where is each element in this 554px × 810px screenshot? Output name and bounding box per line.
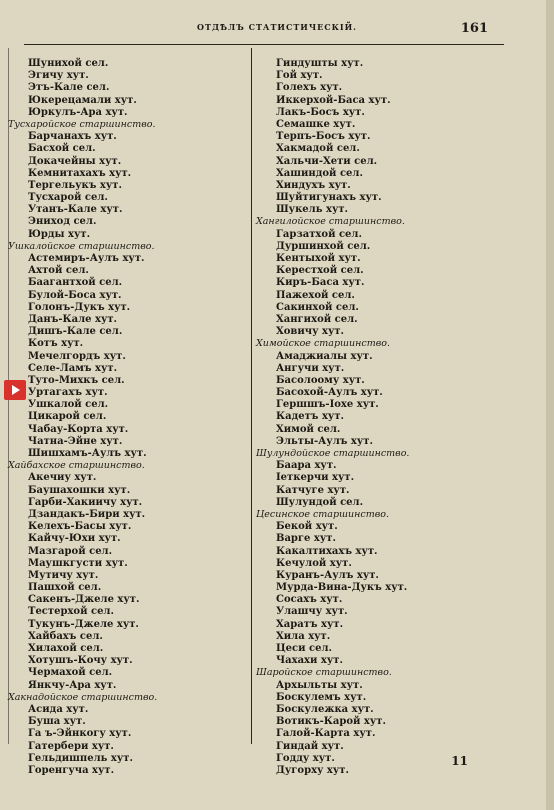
- place-entry: Сосахъ хут.: [276, 594, 343, 606]
- place-entry: Дугорху хут.: [276, 764, 349, 776]
- place-entry: Кемнитахахъ хут.: [28, 167, 132, 179]
- place-entry: Данъ-Кале хут.: [28, 313, 118, 325]
- place-entry: Шукель хут.: [276, 204, 349, 216]
- place-entry: Чермахой сел.: [28, 667, 113, 679]
- place-entry: Хакмадой сел.: [276, 143, 360, 155]
- place-entry: Юркулъ-Ара хут.: [28, 106, 128, 118]
- place-entry: Кентыхой хут.: [276, 253, 361, 264]
- place-entry: Хангихой сел.: [276, 313, 358, 325]
- place-entry: Куранъ-Аулъ хут.: [276, 569, 379, 581]
- place-entry: Баара хут.: [276, 460, 337, 472]
- place-entry: Хашиндой сел.: [276, 167, 363, 179]
- place-entry: Чахахи хут.: [276, 655, 343, 667]
- place-entry: Эниход сел.: [28, 216, 97, 228]
- place-entry: Мутичу хут.: [28, 569, 99, 581]
- header-rule: [24, 44, 504, 45]
- place-entry: Амаджиалы хут.: [276, 350, 373, 362]
- place-entry: Акечиу хут.: [28, 472, 97, 484]
- place-entry: Голонъ-Дукъ хут.: [28, 301, 131, 313]
- place-entry: Какалтихахъ хут.: [276, 545, 378, 557]
- place-entry: Этъ-Кале сел.: [28, 82, 110, 94]
- place-entry: Вотикъ-Карой хут.: [276, 716, 386, 728]
- place-entry: Тергельукъ хут.: [28, 179, 122, 191]
- place-entry: Барчанахъ хут.: [28, 131, 117, 143]
- place-entry: Дишъ-Кале сел.: [28, 326, 123, 338]
- place-entry: Гарзатхой сел.: [276, 228, 362, 240]
- place-entry: Хилахой сел.: [28, 643, 104, 654]
- page-header-title: ОТДѢЛЪ СТАТИСТИЧЕСКІЙ.: [197, 22, 357, 32]
- section-heading: Ушкалойское старшинство.: [8, 240, 155, 252]
- place-entry: Туто-Михкъ сел.: [28, 374, 125, 386]
- left-column: [8, 58, 248, 777]
- place-entry: Химой сел.: [276, 423, 341, 435]
- place-entry: Чабау-Корта хут.: [28, 423, 129, 435]
- place-entry: Баагантхой сел.: [28, 277, 123, 289]
- place-entry: Сакинхой сел.: [276, 301, 359, 313]
- place-entry: Селе-Ламъ хут.: [28, 362, 118, 374]
- place-entry: Чатна-Эйне хут.: [28, 435, 123, 447]
- place-entry: Юрды хут.: [28, 228, 91, 240]
- place-entry: Шулундой сел.: [276, 496, 364, 508]
- place-entry: Баушахошки хут.: [28, 484, 131, 496]
- place-entry: Хила хут.: [276, 630, 331, 642]
- section-heading: Шулундойское старшинство.: [256, 448, 410, 459]
- place-entry: Кайчу-Юхи хут.: [28, 533, 121, 545]
- place-entry: Га ъ-Эйнкогу хут.: [28, 728, 132, 740]
- place-entry: Бекой хут.: [276, 521, 338, 533]
- place-entry: Кадетъ хут.: [276, 411, 344, 423]
- place-entry: Юкерецамали хут.: [28, 94, 137, 106]
- page-number: 161: [460, 21, 488, 36]
- place-entry: Хотушъ-Кочу хут.: [28, 655, 133, 667]
- right-column: [256, 58, 496, 777]
- place-entry: Шишхамъ-Аулъ хут.: [28, 448, 147, 459]
- place-entry: Киръ-Баса хут.: [276, 277, 365, 289]
- place-entry: Мечелгордъ хут.: [28, 350, 126, 362]
- place-entry: Астемиръ-Аулъ хут.: [28, 253, 145, 264]
- place-entry: Маушкгусти хут.: [28, 557, 128, 569]
- place-entry: Асида хут.: [28, 703, 89, 715]
- place-entry: Дзандакъ-Бири хут.: [28, 508, 146, 520]
- place-entry: Гатербери хут.: [28, 740, 114, 752]
- place-entry: Уртагахъ хут.: [28, 387, 108, 399]
- place-entry: Гиндушты хут.: [276, 58, 364, 69]
- place-entry: Годду хут.: [276, 752, 335, 764]
- place-entry: Утанъ-Кале хут.: [28, 204, 123, 216]
- place-entry: Эльты-Аулъ хут.: [276, 435, 373, 447]
- place-entry: Басхой сел.: [28, 143, 96, 155]
- place-entry: Кечулой хут.: [276, 557, 352, 569]
- place-entry: Ангучи хут.: [276, 362, 345, 374]
- play-bookmark-icon[interactable]: [4, 380, 26, 400]
- place-entry: Буша хут.: [28, 716, 86, 728]
- place-entry: Тусхарой сел.: [28, 192, 108, 204]
- place-entry: Гершшъ-Іохе хут.: [276, 399, 379, 411]
- place-entry: Шунихой сел.: [28, 58, 109, 69]
- place-entry: Цикарой сел.: [28, 411, 107, 423]
- place-entry: Семашке хут.: [276, 118, 356, 130]
- place-entry: Гой хут.: [276, 70, 323, 82]
- place-entry: Лакъ-Босъ хут.: [276, 106, 365, 118]
- page-edge: [546, 0, 554, 810]
- section-heading: Тусхаройское старшинство.: [8, 118, 156, 130]
- place-entry: Дуршинхой сел.: [276, 240, 371, 252]
- section-heading: Хангилойское старшинство.: [256, 216, 405, 228]
- place-entry: Іеткерчи хут.: [276, 472, 355, 484]
- place-entry: Тестерхой сел.: [28, 606, 114, 618]
- section-heading: Хакнадойское старшинство.: [8, 691, 158, 703]
- section-heading: Хайбахское старшинство.: [8, 460, 145, 472]
- place-entry: Пашхой сел.: [28, 582, 102, 594]
- place-entry: Янкчу-Ара хут.: [28, 679, 117, 691]
- place-entry: Келехъ-Басы хут.: [28, 521, 132, 533]
- section-heading: Шаройское старшинство.: [256, 667, 392, 679]
- place-entry: Катчуге хут.: [276, 484, 350, 496]
- section-heading: Химойское старшинство.: [256, 338, 390, 350]
- place-entry: Архыльты хут.: [276, 679, 363, 691]
- place-entry: Терпъ-Босъ хут.: [276, 131, 371, 143]
- place-entry: Сакенъ-Джеле хут.: [28, 594, 140, 606]
- place-entry: Ушкалой сел.: [28, 399, 109, 411]
- place-entry: Варге хут.: [276, 533, 336, 545]
- place-entry: Харатъ хут.: [276, 618, 344, 630]
- place-entry: Пажехой сел.: [276, 289, 355, 301]
- place-entry: Эгичу хут.: [28, 70, 89, 82]
- place-entry: Хайбахъ сел.: [28, 630, 103, 642]
- place-entry: Тукунъ-Джеле хут.: [28, 618, 139, 630]
- place-entry: Боскулемъ хут.: [276, 691, 367, 703]
- place-entry: Керестхой сел.: [276, 265, 364, 277]
- place-entry: Мурда-Вина-Дукъ хут.: [276, 582, 408, 594]
- place-entry: Ахтой сел.: [28, 265, 89, 277]
- section-heading: Цесинское старшинство.: [256, 508, 390, 520]
- place-entry: Галой-Карта хут.: [276, 728, 376, 740]
- place-entry: Мазгарой сел.: [28, 545, 113, 557]
- column-divider: [251, 48, 252, 744]
- place-entry: Гиндай хут.: [276, 740, 344, 752]
- place-entry: Басохой-Аулъ хут.: [276, 387, 383, 399]
- place-entry: Иккерхой-Баса хут.: [276, 94, 391, 106]
- place-entry: Хиндухъ хут.: [276, 179, 351, 191]
- place-entry: Басолоому хут.: [276, 374, 365, 386]
- place-entry: Ховичу хут.: [276, 326, 345, 338]
- place-entry: Боскулежка хут.: [276, 703, 374, 715]
- place-entry: Булой-Боса хут.: [28, 289, 122, 301]
- footer-signature-number: 11: [451, 754, 468, 768]
- place-entry: Гельдишпель хут.: [28, 752, 133, 764]
- place-entry: Шуйтигунахъ хут.: [276, 192, 382, 204]
- place-entry: Цеси сел.: [276, 643, 332, 654]
- place-entry: Докачейны хут.: [28, 155, 122, 167]
- place-entry: Хальчи-Хети сел.: [276, 155, 378, 167]
- place-entry: Гарби-Хакиичу хут.: [28, 496, 143, 508]
- place-entry: Голехъ хут.: [276, 82, 343, 94]
- place-entry: Улашчу хут.: [276, 606, 348, 618]
- place-entry: Горенгуча хут.: [28, 764, 115, 776]
- place-entry: Котъ хут.: [28, 338, 84, 350]
